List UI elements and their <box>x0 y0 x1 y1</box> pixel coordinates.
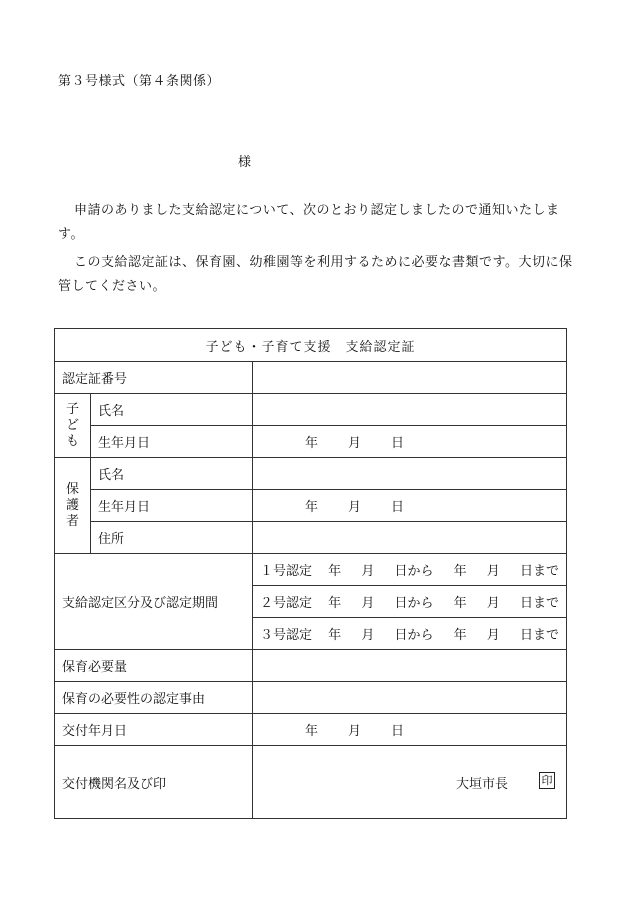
year-unit: 年 <box>328 564 342 579</box>
year-unit: 年 <box>453 564 467 579</box>
period-from: 日から <box>394 596 434 611</box>
year-unit: 年 <box>305 500 319 515</box>
addressee-suffix: 様 <box>238 155 252 170</box>
guardian-birthdate-label: 生年月日 <box>91 490 253 522</box>
child-birthdate-label: 生年月日 <box>91 426 253 458</box>
period-type: ３号認定 <box>260 628 313 643</box>
child-birthdate-value <box>253 426 567 458</box>
guardian-address-label: 住所 <box>91 522 253 554</box>
year-unit: 年 <box>453 596 467 611</box>
notice-paragraph-1 <box>58 199 578 247</box>
period-label: 支給認定区分及び認定期間 <box>55 554 253 650</box>
notice-text-1: 申請のありました支給認定について、次のとおり認定しましたので通知いたします。 <box>58 203 560 242</box>
cert-number-value <box>253 362 567 394</box>
year-unit: 年 <box>305 436 319 451</box>
issuer-label: 交付機関名及び印 <box>55 746 253 819</box>
care-amount-label: 保育必要量 <box>55 650 253 682</box>
day-unit: 日 <box>391 436 405 451</box>
notice-paragraph-2 <box>58 251 578 299</box>
guardian-label-char: 護 <box>65 497 79 513</box>
guardian-group-label <box>55 458 91 554</box>
guardian-label-char: 者 <box>65 513 79 529</box>
notice-text-2: この支給認定証は、保育園、幼稚園等を利用するために必要な書類です。大切に保管してください。 <box>58 255 573 294</box>
issuer-name: 大垣市長 <box>456 777 509 792</box>
month-unit: 月 <box>361 628 375 643</box>
care-amount-value <box>253 650 567 682</box>
period-to: 日まで <box>519 596 559 611</box>
month-unit: 月 <box>348 724 362 739</box>
issue-date-label: 交付年月日 <box>55 714 253 746</box>
month-unit: 月 <box>348 500 362 515</box>
period-type: ２号認定 <box>260 596 313 611</box>
guardian-birthdate-value <box>253 490 567 522</box>
period-to: 日まで <box>519 564 559 579</box>
form-number: 第３号様式（第４条関係） <box>58 74 221 89</box>
child-label-char: ど <box>65 417 79 433</box>
care-reason-label: 保育の必要性の認定事由 <box>55 682 253 714</box>
period-from: 日から <box>394 628 434 643</box>
month-unit: 月 <box>361 596 375 611</box>
month-unit: 月 <box>486 628 500 643</box>
period-type: １号認定 <box>260 564 313 579</box>
day-unit: 日 <box>391 724 405 739</box>
certificate-table <box>54 328 567 819</box>
child-label-char: 子 <box>65 401 79 417</box>
guardian-name-value <box>253 458 567 490</box>
period-row-1 <box>253 554 567 586</box>
period-to: 日まで <box>519 628 559 643</box>
day-unit: 日 <box>391 500 405 515</box>
month-unit: 月 <box>361 564 375 579</box>
guardian-label-char: 保 <box>65 481 79 497</box>
year-unit: 年 <box>328 596 342 611</box>
care-reason-value <box>253 682 567 714</box>
child-name-label: 氏名 <box>91 394 253 426</box>
guardian-address-value <box>253 522 567 554</box>
year-unit: 年 <box>328 628 342 643</box>
period-row-3 <box>253 618 567 650</box>
issuer-value <box>253 746 567 819</box>
guardian-name-label: 氏名 <box>91 458 253 490</box>
month-unit: 月 <box>486 564 500 579</box>
certificate-title: 子ども・子育て支援 支給認定証 <box>55 329 567 362</box>
year-unit: 年 <box>305 724 319 739</box>
child-group-label <box>55 394 91 458</box>
cert-number-label: 認定証番号 <box>55 362 253 394</box>
issue-date-value <box>253 714 567 746</box>
month-unit: 月 <box>486 596 500 611</box>
child-name-value <box>253 394 567 426</box>
period-row-2 <box>253 586 567 618</box>
period-from: 日から <box>394 564 434 579</box>
month-unit: 月 <box>348 436 362 451</box>
year-unit: 年 <box>453 628 467 643</box>
child-label-char: も <box>65 433 79 449</box>
seal-mark: 印 <box>539 772 555 789</box>
